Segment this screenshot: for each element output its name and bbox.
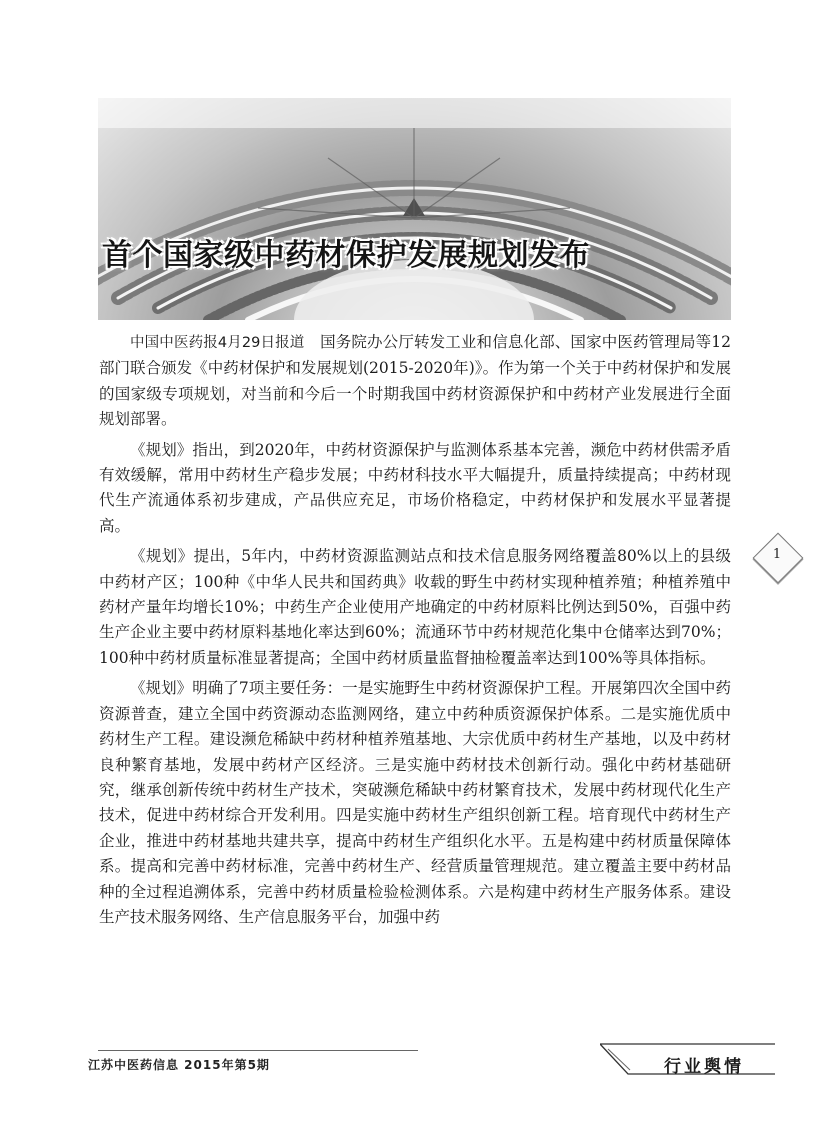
footer-rule bbox=[98, 1050, 418, 1051]
article-paragraph: 《规划》提出，5年内，中药材资源监测站点和技术信息服务网络覆盖80%以上的县级中药材产区；100种《中华人民共和国药典》收载的野生中药材实现种植养殖；种植养殖中药材产量年均增长10%；中药生产企业使用产地确定的中药材原料比例达到50%，百强中药生产企业主要中药材原料基地化率达到60%；流通环节中药材规范化集中仓储率达到70%；100种中药材质量标准显著提高；全国中药材质量监督抽检覆盖率达到100%等具体指标。 bbox=[99, 547, 731, 667]
article-title: 首个国家级中药材保护发展规划发布 bbox=[102, 238, 590, 273]
page-number: 1 bbox=[772, 547, 782, 562]
section-label: 行业舆情 bbox=[664, 1057, 744, 1077]
article-paragraph: 《规划》指出，到2020年，中药材资源保护与监测体系基本完善，濒危中药材供需矛盾有效缓解，常用中药材生产稳步发展；中药材科技水平大幅提升，质量持续提高；中药材现代生产流通体系初步建成，产品供应充足，市场价格稳定，中药材保护和发展水平显著提高。 bbox=[99, 440, 731, 535]
article-paragraph: 《规划》明确了7项主要任务：一是实施野生中药材资源保护工程。开展第四次全国中药资源普查，建立全国中药资源动态监测网络，建立中药种质资源保护体系。二是实施优质中药材生产工程。建设濒危稀缺中药材种植养殖基地、大宗优质中药材生产基地，以及中药材良种繁育基地，发展中药材产区经济。三是实施中药材技术创新行动。强化中药材基础研究，继承创新传统中药材生产技术，突破濒危稀缺中药材繁育技术，发展中药材现代化生产技术，促进中药材综合开发利用。四是实施中药材生产组织创新工程。培育现代中药材生产企业，推进中药材基地共建共享，提高中药材生产组织化水平。五是构建中药材质量保障体系。提高和完善中药材标准，完善中药材生产、经营质量管理规范。建立覆盖主要中药材品种的全过程追溯体系，完善中药材质量检验检测体系。六是构建中药材生产服务体系。建设生产技术服务网络、生产信息服务平台，加强中药 bbox=[99, 679, 731, 926]
assembly-hall-ceiling-image bbox=[98, 98, 731, 320]
article-paragraph: 中国中医药报4月29日报道 国务院办公厅转发工业和信息化部、国家中医药管理局等12部门联合颁发《中药材保护和发展规划(2015-2020年)》。作为第一个关于中药材保护和发展的国家级专项规划，对当前和今后一个时期我国中药材资源保护和中药材产业发展进行全面规划部署。 bbox=[99, 333, 731, 429]
header-banner bbox=[98, 98, 731, 320]
dateline: 中国中医药报4月29日报道 bbox=[130, 335, 305, 351]
journal-issue: 江苏中医药信息 2015年第5期 bbox=[88, 1058, 270, 1072]
article-body bbox=[99, 330, 731, 935]
